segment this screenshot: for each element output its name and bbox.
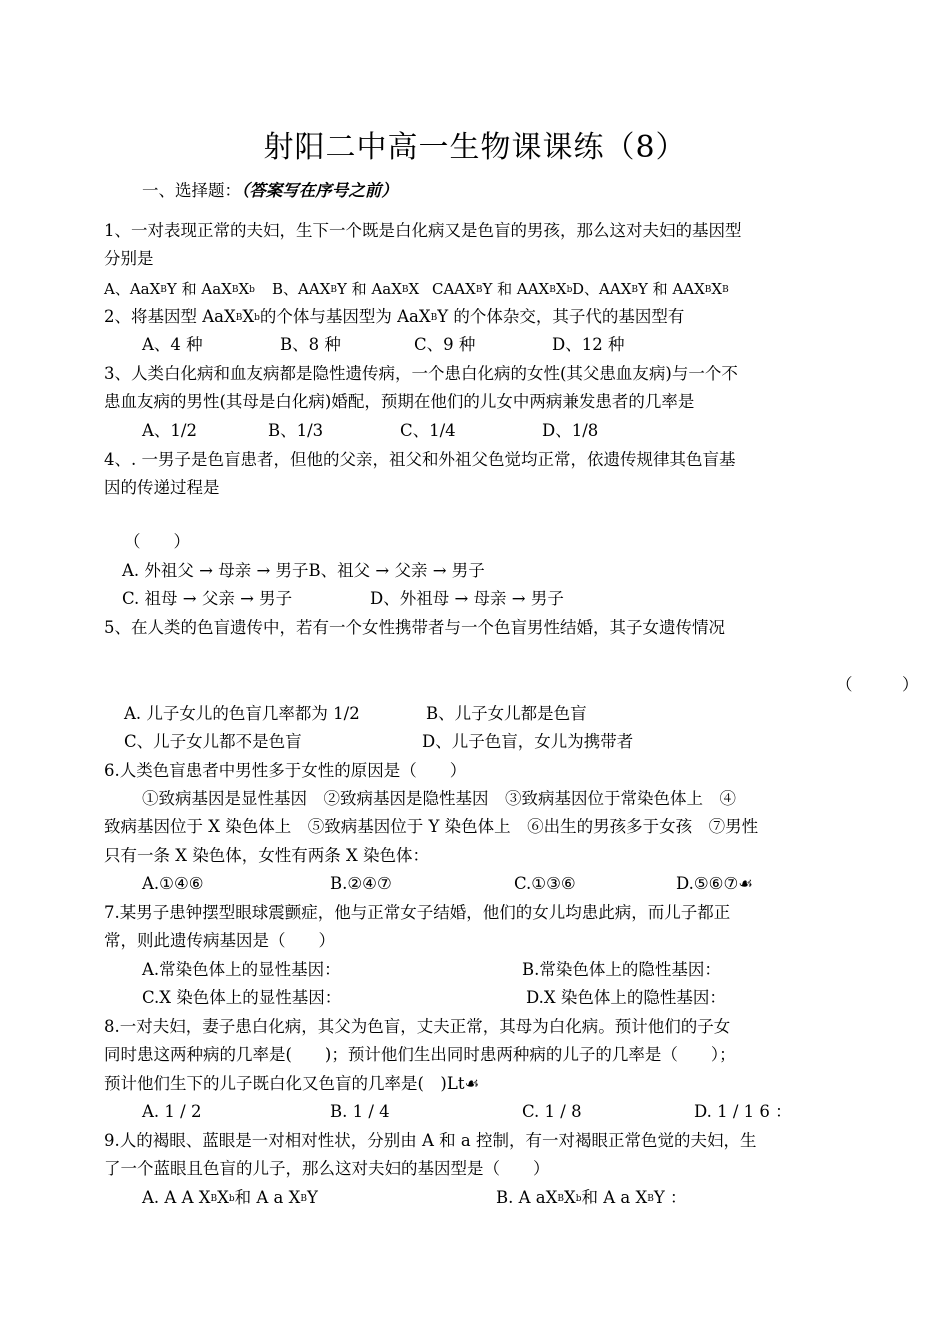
q7-stem-line2: 常，则此遗传病基因是（ ） [104, 931, 335, 950]
q5-option-a: A. 儿子女儿的色盲几率都为 1/2 [124, 704, 360, 723]
q3-option-b: B、1/3 [268, 421, 324, 440]
q1-stem-line2: 分别是 [104, 249, 154, 268]
q4-stem-line1: 4、. 一男子是色盲患者，但他的父亲，祖父和外祖父色觉均正常，依遗传规律其色盲基 [104, 450, 736, 469]
q4-stem-line2: 因的传递过程是 [104, 478, 220, 497]
q5-option-b: B、儿子女儿都是色盲 [426, 704, 587, 723]
page-title: 射阳二中高一生物课课练（8） [263, 130, 687, 165]
q9-option-a: A. A A $X^BX^b$和 A a $X^BY$ [142, 1188, 318, 1207]
q5-option-c: C、儿子女儿都不是色盲 [124, 732, 302, 751]
q7-option-c: C.X 染色体上的显性基因： [142, 988, 342, 1007]
q6-option-a: A.①④⑥ [142, 874, 204, 893]
q2-stem: 2、将基因型 $AaX^BX^b$的个体与基因型为 AaX$^B$Y 的个体杂交，其子代的基因型有 [104, 307, 685, 326]
q6-choices-line3: 只有一条 X 染色体，女性有两条 X 染色体： [104, 846, 429, 865]
q8-stem-line2: 同时患这两种病的几率是( )；预计他们生出同时患两种病的儿子的几率是（ ）； [104, 1045, 736, 1064]
section-heading [142, 180, 398, 202]
q8-stem-line1: 8.一对夫妇，妻子患白化病，其父为色盲，丈夫正常，其母为白化病。预计他们的子女 [104, 1017, 731, 1036]
q6-option-d: D.⑤⑥⑦☙ [676, 874, 754, 893]
q6-choices-line1: ①致病基因是显性基因 ②致病基因是隐性基因 ③致病基因位于常染色体上 ④ [142, 789, 736, 808]
q8-option-d: D. 1 / 1 6 ： [694, 1102, 792, 1121]
q1-option-c: $CAAX^BY$ 和 $AAX^BX^b$ [432, 280, 573, 298]
q4-option-d: D、外祖母 → 母亲 → 男子 [370, 589, 564, 608]
q1-option-a: A、AaX$^B$Y 和 $AaX^BX^b$ [104, 280, 255, 298]
q1-option-b: B、$AAX^BY$ 和 AaX$^B$X [272, 280, 420, 298]
q6-choices-line2: 致病基因位于 X 染色体上 ⑤致病基因位于 Y 染色体上 ⑥出生的男孩多于女孩 ⑦男性 [104, 817, 759, 836]
q3-stem-line2: 患血友病的男性(其母是白化病)婚配，预期在他们的儿女中两病兼发患者的几率是 [104, 392, 695, 411]
section-label: 一、选择题： [142, 181, 241, 200]
q3-option-c: C、1/4 [400, 421, 456, 440]
stray-mark: Lt☙ [446, 1074, 480, 1093]
q2-option-a: A、4 种 [142, 335, 203, 354]
q6-option-b: B.②④⑦ [330, 874, 392, 893]
q9-stem-line1: 9.人的褐眼、蓝眼是一对相对性状，分别由 A 和 a 控制，有一对褐眼正常色觉的夫妇，生 [104, 1131, 757, 1150]
q8-option-a: A. 1 / 2 [142, 1102, 202, 1121]
q1-stem-line1: 1、一对表现正常的夫妇，生下一个既是白化病又是色盲的男孩，那么这对夫妇的基因型 [104, 221, 742, 240]
q3-option-d: D、1/8 [542, 421, 599, 440]
stray-mark: ☙ [738, 874, 754, 893]
q7-option-b: B.常染色体上的隐性基因： [522, 960, 721, 979]
q4-answer-paren: （ ） [124, 532, 190, 551]
q3-stem-line1: 3、人类白化病和血友病都是隐性遗传病，一个患白化病的女性(其父患血友病)与一个不 [104, 364, 738, 383]
q6-option-c: C.①③⑥ [514, 874, 576, 893]
q4-option-c: C. 祖母 → 父亲 → 男子 [122, 589, 293, 608]
section-note: （答案写在序号之前） [241, 181, 398, 200]
q9-stem-line2: 了一个蓝眼且色盲的儿子，那么这对夫妇的基因型是（ ） [104, 1159, 550, 1178]
q8-stem-line3: 预计他们生下的儿子既白化又色盲的几率是( )Lt☙ [104, 1074, 480, 1093]
q7-stem-line1: 7.某男子患钟摆型眼球震颤症，他与正常女子结婚，他们的女儿均患此病，而儿子都正 [104, 903, 731, 922]
q6-stem: 6.人类色盲患者中男性多于女性的原因是（ ） [104, 761, 467, 780]
q5-answer-paren: （ ） [836, 675, 919, 694]
q7-option-a: A.常染色体上的显性基因： [142, 960, 341, 979]
q2-option-c: C、9 种 [414, 335, 476, 354]
q8-option-b: B. 1 / 4 [330, 1102, 390, 1121]
q4-options-line1: A. 外祖父 → 母亲 → 男子B、祖父 → 父亲 → 男子 [122, 561, 485, 580]
q5-stem: 5、在人类的色盲遗传中，若有一个女性携带者与一个色盲男性结婚，其子女遗传情况 [104, 618, 725, 637]
q2-option-b: B、8 种 [280, 335, 341, 354]
q7-option-d: D.X 染色体上的隐性基因： [526, 988, 726, 1007]
q8-option-c: C. 1 / 8 [522, 1102, 582, 1121]
q5-option-d: D、儿子色盲，女儿为携带者 [422, 732, 634, 751]
q1-option-d: D、$AAX^BY$ 和 $AAX^BX^B$ [572, 280, 729, 298]
q2-option-d: D、12 种 [552, 335, 625, 354]
q9-option-b: B. A $aX^BX^b$和 A a $X^BY$ ： [496, 1188, 687, 1207]
q3-option-a: A、1/2 [142, 421, 197, 440]
